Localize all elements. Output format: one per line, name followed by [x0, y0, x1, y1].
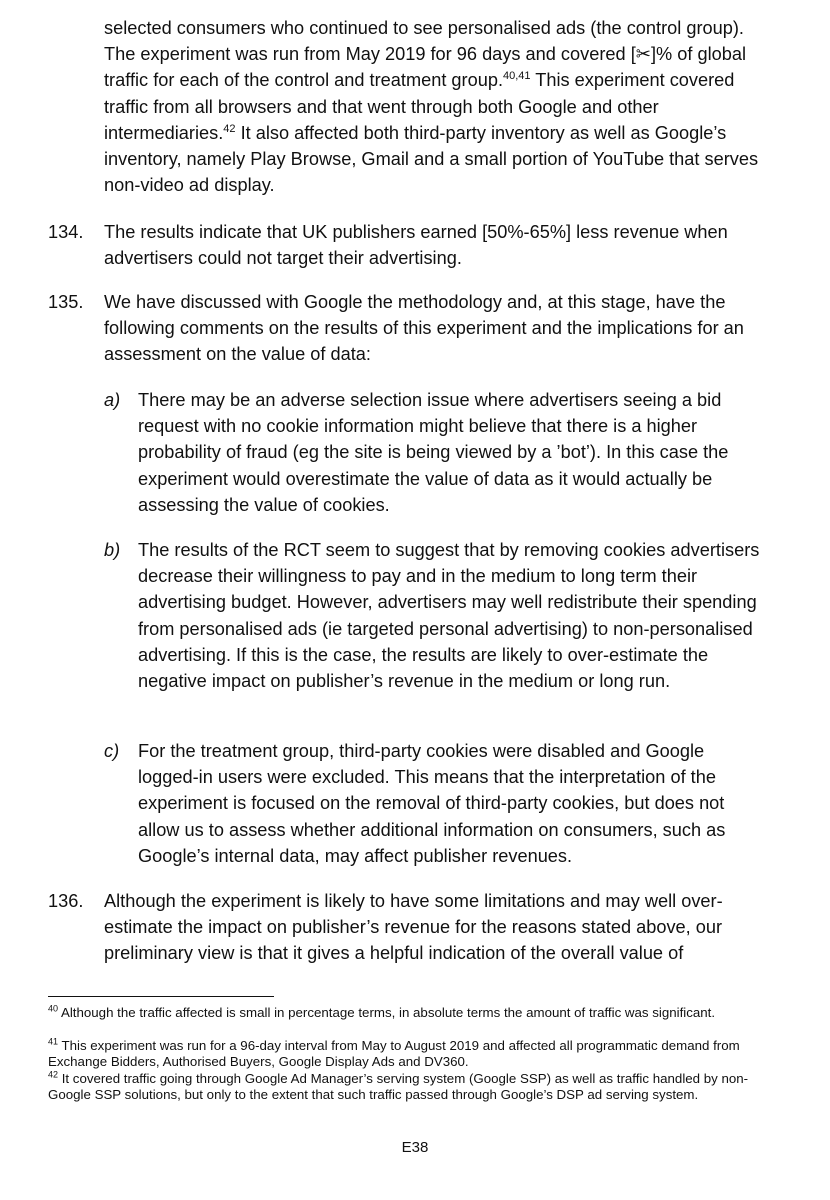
sub-item-c: For the treatment group, third-party cookies were disabled and Google logged-in users were excluded. This means that the interpretation of the experiment is focused on the removal of third-party cookies, but does not allow us to assess whether additional information on consumers, such as Google’s internal data, may affect publisher revenues. [138, 741, 726, 866]
footnote-text-40: Although the traffic affected is small in percentage terms, in absolute terms the amount of traffic was significant. [58, 1005, 716, 1020]
sub-item-label-b: b) [104, 540, 121, 560]
footnote-number-42: 42 [48, 1069, 59, 1080]
sub-item-label-c: c) [104, 741, 120, 761]
continued-text-1: selected consumers who continued to see personalised ads (the control group). The experiment was run from May 2019 for 96 days and covered [✂]% of global traffic for each of the control and treatment group. [104, 18, 747, 91]
sub-item-a: There may be an adverse selection issue where advertisers seeing a bid request with no cookie information might believe that there is a higher probability of fraud (eg the site is being viewed by a ’bot’). In this case the experiment would overestimate the value of data as it would actually be assessing the value of cookies. [138, 390, 729, 515]
footnote-ref-42[interactable]: 42 [223, 122, 236, 135]
footnote-text-41: This experiment was run for a 96-day interval from May to August 2019 and affected all programmatic demand from Exchange Bidders, Authorised Buyers, Google Display Ads and DV360. [48, 1038, 740, 1070]
sub-item-label-a: a) [104, 390, 121, 410]
sub-item-b: The results of the RCT seem to suggest that by removing cookies advertisers decrease their willingness to pay and in the medium to long term their advertising budget. However, advertisers may well redistribute their spending from personalised ads (ie targeted personal advertising) to non-personalised advertising. If this is the case, the results are likely to over-estimate the negative impact on publisher’s revenue in the medium or long run. [138, 540, 760, 692]
footnote-number-40: 40 [48, 1003, 59, 1014]
paragraph-number-135: 135. [48, 292, 84, 312]
paragraph-135: We have discussed with Google the methodology and, at this stage, have the following comments on the results of this experiment and the implications for an assessment on the value of data: [104, 292, 744, 365]
continued-text-3: It also affected both third-party inventory as well as Google’s inventory, namely Play Browse, Gmail and a small portion of YouTube that serves non-video ad display. [104, 122, 759, 196]
footnote-text-42: It covered traffic going through Google Ad Manager’s serving system (Google SSP) as well as traffic handled by non-Google SSP solutions, but only to the extent that such traffic passed through Google’s DSP ad serving system. [48, 1071, 749, 1103]
continued-text-2: This experiment covered traffic from all browsers and that went through both Google and other intermediaries. [104, 70, 735, 143]
footnote-41 [48, 1038, 768, 1071]
footnote-number-41: 41 [48, 1036, 59, 1047]
page-number: E38 [401, 1139, 429, 1156]
footnote-42 [48, 1071, 768, 1104]
paragraph-136: Although the experiment is likely to have some limitations and may well over-estimate the impact on publisher’s revenue for the reasons stated above, our preliminary view is that it gives a helpful indication of the overall value of [104, 891, 723, 964]
paragraph-number-134: 134. [48, 222, 84, 242]
paragraph-134: The results indicate that UK publishers earned [50%-65%] less revenue when advertisers could not target their advertising. [104, 222, 728, 269]
continued-paragraph [104, 15, 764, 198]
footnote-divider [48, 996, 274, 997]
footnote-ref-40-41[interactable]: 40,41 [503, 70, 531, 83]
footnote-40 [48, 1005, 768, 1021]
paragraph-number-136: 136. [48, 891, 84, 911]
